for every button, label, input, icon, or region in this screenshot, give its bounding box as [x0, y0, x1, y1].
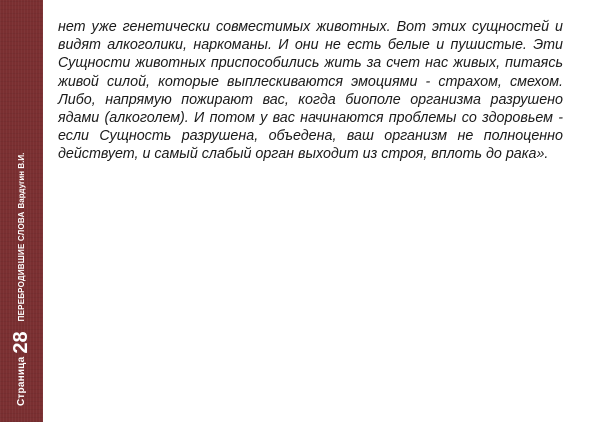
sidebar-caption [0, 0, 43, 422]
book-title: ПЕРЕБРОДИВШИЕ СЛОВА [17, 211, 26, 322]
page-sidebar [0, 0, 43, 422]
page-number: 28 [10, 331, 32, 354]
page-content [58, 18, 563, 164]
book-author: Вардугин В.И. [17, 152, 26, 209]
page-label: Страница [16, 356, 27, 406]
body-paragraph: нет уже генетически совместимых животных. Вот этих сущностей и видят алкоголики, наркоманы. И они не есть белые и пушистые. Эти Сущности животных приспособились жить за счет нас живых, питаясь живой силой, которые выплескиваются эмоциями - страхом, смехом. Либо, напрямую пожирают вас, когда биополе организма разрушено ядами (алкоголем). И потом у вас начинаются проблемы со здоровьем - если Сущность разрушена, объедена, ваш организм не полноценно действует, и самый слабый орган выходит из строя, вплоть до рака». [58, 19, 563, 163]
